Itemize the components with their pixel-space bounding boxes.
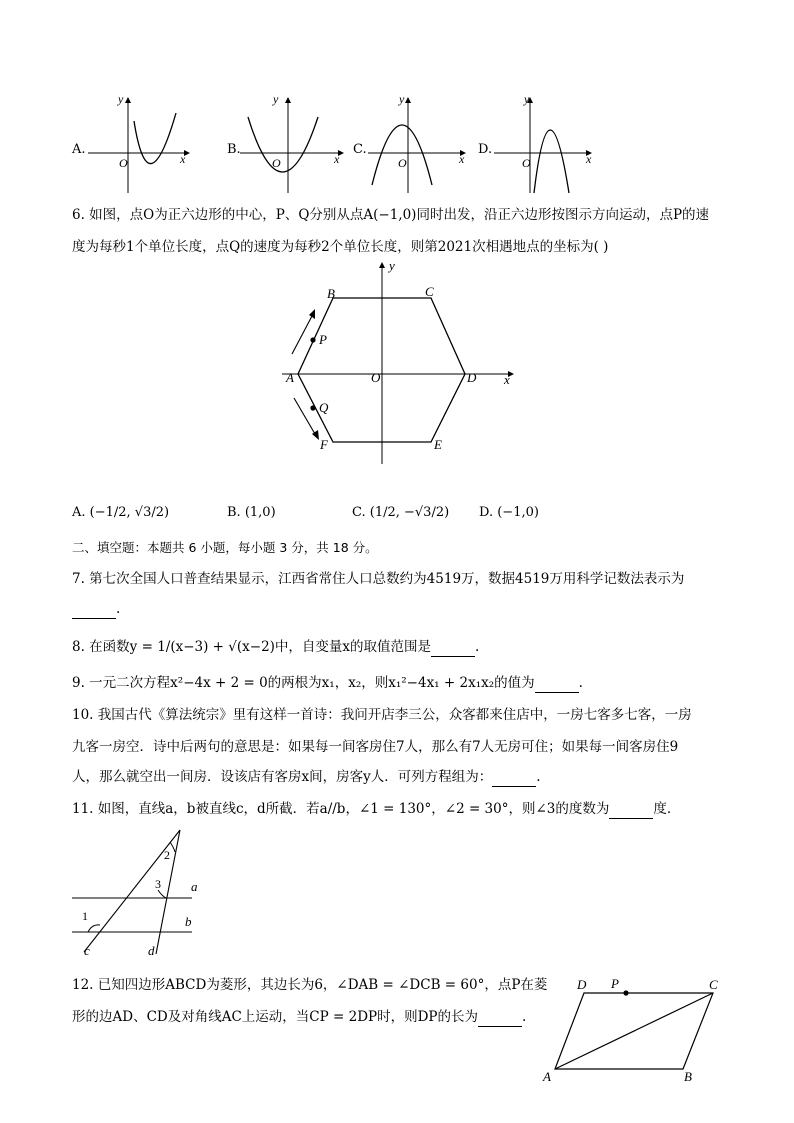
q6-label-p: P [319, 332, 327, 347]
q5-d-axis-x: x [586, 152, 592, 166]
q7-period: . [116, 601, 121, 617]
q11-stem: 11. 如图，直线a，b被直线c，d所截．若a//b，∠1 = 130°，∠2 = 30°，则∠3的度数为 [72, 801, 610, 817]
q6-label-o: O [371, 370, 381, 385]
q9-period: . [578, 675, 583, 691]
q9-answer-blank [535, 678, 579, 693]
q6-label-f: F [320, 437, 328, 452]
section-2-heading: 二、填空题：本题共 6 小题，每小题 3 分，共 18 分。 [72, 540, 378, 555]
q6-label-d: D [467, 370, 477, 385]
q8-answer-blank [431, 642, 475, 657]
q6-label-y: y [389, 258, 395, 273]
q6-label-c: C [425, 284, 434, 299]
q6-option-c: C. (1/2, −√3/2) [352, 505, 450, 520]
q12-stem: 形的边AD、CD及对角线AC上运动，当CP = 2DP时，则DP的长为 [72, 1009, 479, 1025]
q10-answer-blank [492, 772, 536, 787]
q5-c-axis-y: y [399, 92, 405, 106]
q5-option-d-label: D. [478, 142, 493, 157]
q9-stem: 9. 一元二次方程x²−4x + 2 = 0的两根为x₁，x₂，则x₁²−4x₁ + 2x₁x₂的值为 [72, 675, 535, 691]
q5-b-axis-x: x [334, 152, 340, 166]
q11-label-b: b [185, 914, 192, 929]
q7-answer-blank [72, 604, 116, 619]
q5-d-origin: O [522, 156, 531, 170]
q5-graph-a [88, 95, 193, 195]
q8-period: . [475, 639, 480, 655]
q6-label-a: A [286, 370, 294, 385]
q6-option-d: D. (−1,0) [479, 505, 539, 520]
q12-period: . [522, 1009, 527, 1025]
q5-graph-c [368, 95, 473, 195]
q5-graph-d [494, 95, 599, 195]
q11-label-a: a [191, 879, 198, 894]
q11-answer-blank [609, 804, 653, 819]
q12-label-a: A [543, 1069, 551, 1084]
q11-angle-3: 3 [155, 877, 161, 891]
q5-a-origin: O [119, 156, 128, 170]
q5-a-axis-y: y [118, 92, 124, 106]
q5-c-origin: O [398, 156, 407, 170]
q5-option-c-label: C. [353, 142, 367, 157]
q12-label-b: B [684, 1069, 692, 1084]
q6-label-q: Q [319, 400, 329, 415]
q10-period: . [536, 769, 541, 785]
q11-unit: 度． [653, 801, 681, 817]
q10-text-line3 [72, 767, 541, 787]
q11-text [72, 799, 680, 819]
q12-rhombus-figure [550, 985, 720, 1077]
q6-label-x: x [504, 372, 510, 387]
q8-stem: 8. 在函数y = 1/(x−3) + √(x−2)中，自变量x的取值范围是 [72, 639, 432, 655]
q6-hexagon-figure [270, 258, 530, 468]
q12-text-line1: 12. 已知四边形ABCD为菱形，其边长为6，∠DAB = ∠DCB = 60°，点P在菱 [72, 977, 548, 993]
q5-c-axis-x: x [459, 152, 465, 166]
q12-label-d: D [577, 977, 587, 992]
q7-text-line1: 7. 第七次全国人口普查结果显示，江西省常住人口总数约为4519万，数据4519万用科学记数法表示为 [72, 571, 685, 587]
q10-stem: 人，那么就空出一间房．设该店有客房x间，房客y人．可列方程组为： [72, 769, 493, 785]
q6-label-b: B [327, 286, 335, 301]
q12-label-p: P [611, 976, 619, 991]
q5-d-axis-y: y [524, 92, 530, 106]
q6-text-line2: 度为每秒1个单位长度，点Q的速度为每秒2个单位长度，则第2021次相遇地点的坐标为( ) [72, 239, 609, 255]
q5-graph-b [240, 95, 345, 195]
q6-label-e: E [434, 437, 442, 452]
q5-a-axis-x: x [180, 152, 186, 166]
q10-text-line2: 九客一房空．诗中后两句的意思是：如果每一间客房住7人，那么有7人无房可住；如果每一间客房住9 [72, 739, 679, 755]
q12-label-c: C [709, 977, 718, 992]
q11-angle-2: 2 [164, 848, 170, 862]
q12-answer-blank [478, 1012, 522, 1027]
q9-text [72, 673, 583, 693]
q10-text-line1: 10. 我国古代《算法统宗》里有这样一首诗：我问开店李三公，众客都来住店中，一房七客多七客，一房 [72, 707, 692, 723]
q5-option-a-label: A. [72, 142, 86, 157]
q11-parallel-lines-figure [70, 828, 210, 958]
q12-text-line2 [72, 1007, 526, 1027]
q11-label-d: d [148, 943, 155, 958]
q11-angle-1: 1 [82, 909, 88, 923]
q7-text-line2 [72, 599, 120, 619]
q6-text-line1: 6. 如图，点O为正六边形的中心，P、Q分别从点A(−1,0)同时出发，沿正六边形按图示方向运动，点P的速 [72, 207, 710, 223]
q5-option-b-label: B. [227, 142, 241, 157]
q11-label-c: c [84, 943, 90, 958]
q8-text [72, 637, 479, 657]
q6-option-b: B. (1,0) [227, 505, 276, 520]
q5-b-origin: O [272, 156, 281, 170]
q6-option-a: A. (−1/2, √3/2) [72, 505, 170, 520]
q5-b-axis-y: y [273, 92, 279, 106]
